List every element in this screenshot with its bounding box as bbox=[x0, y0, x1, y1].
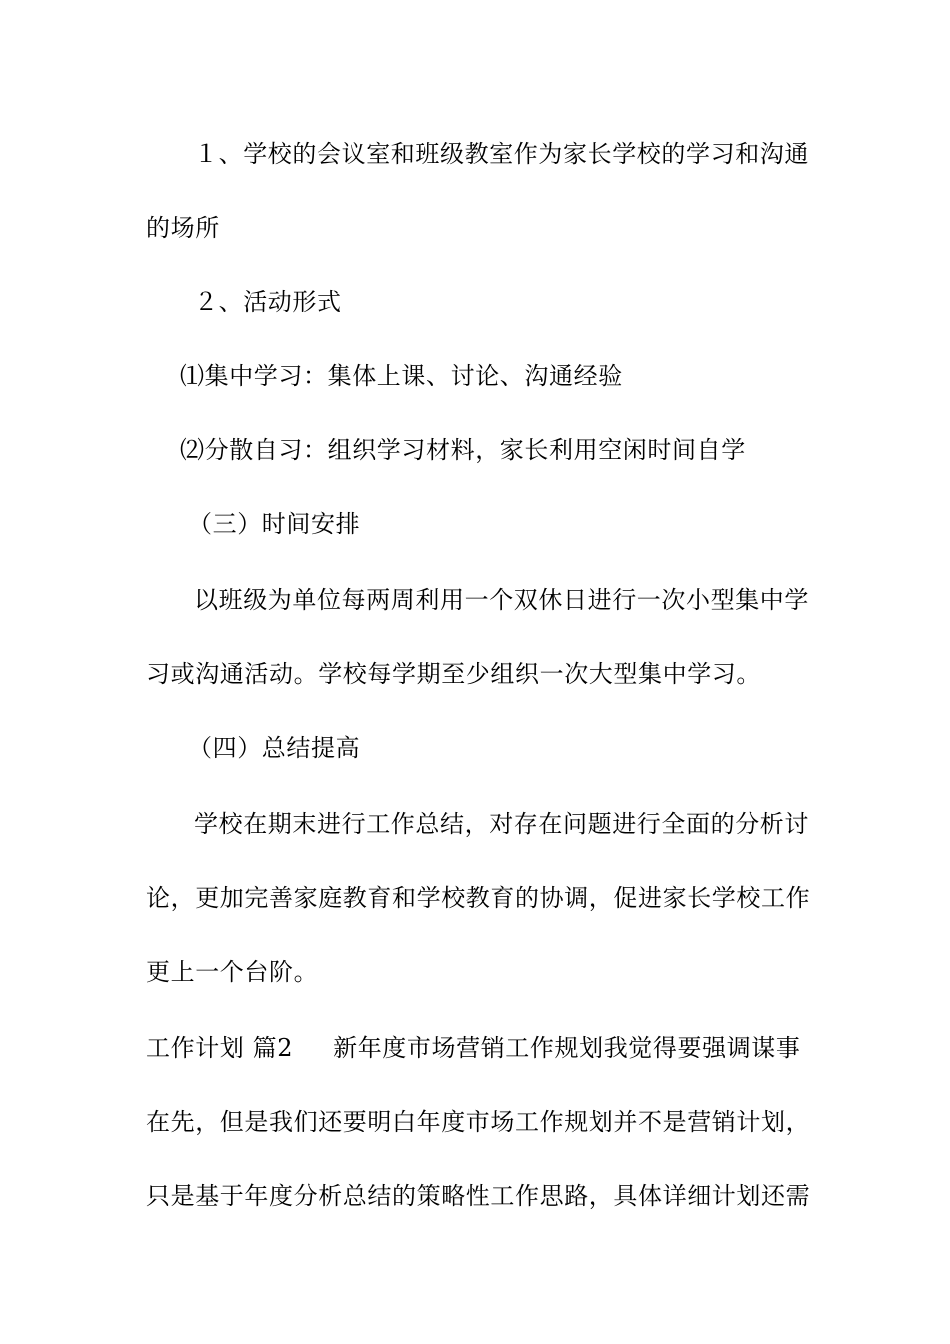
paragraph-line-marketing-3: 只是基于年度分析总结的策略性工作思路，具体详细计划还需 bbox=[146, 1182, 811, 1210]
section-heading-work-plan-2: 工作计划 篇2 bbox=[146, 1034, 294, 1062]
list-heading-activity-form: ２、活动形式 bbox=[194, 288, 342, 316]
paragraph-line-schedule-2: 习或沟通活动。学校每学期至少组织一次大型集中学习。 bbox=[146, 660, 761, 688]
paragraph-line-marketing-1: 新年度市场营销工作规划我觉得要强调谋事 bbox=[333, 1034, 801, 1062]
paragraph-line-summary-2: 论，更加完善家庭教育和学校教育的协调，促进家长学校工作 bbox=[146, 884, 811, 912]
paragraph-line-schedule-1: 以班级为单位每两周利用一个双休日进行一次小型集中学 bbox=[194, 586, 809, 614]
paragraph-line-summary-1: 学校在期末进行工作总结，对存在问题进行全面的分析讨 bbox=[194, 810, 809, 838]
paragraph-line-summary-3: 更上一个台阶。 bbox=[146, 958, 319, 986]
list-item-self-study: ⑵分散自习：组织学习材料，家长利用空闲时间自学 bbox=[180, 436, 746, 464]
list-item-concentrated-study: ⑴集中学习：集体上课、讨论、沟通经验 bbox=[180, 362, 623, 390]
section-heading-summary: （四）总结提高 bbox=[188, 734, 361, 762]
paragraph-line-2: 的场所 bbox=[146, 214, 220, 242]
plan-heading-line bbox=[146, 1032, 806, 1064]
paragraph-line-marketing-2: 在先，但是我们还要明白年度市场工作规划并不是营销计划， bbox=[146, 1108, 811, 1136]
paragraph-line-1: １、学校的会议室和班级教室作为家长学校的学习和沟通 bbox=[194, 140, 809, 168]
section-heading-time-schedule: （三）时间安排 bbox=[188, 510, 361, 538]
